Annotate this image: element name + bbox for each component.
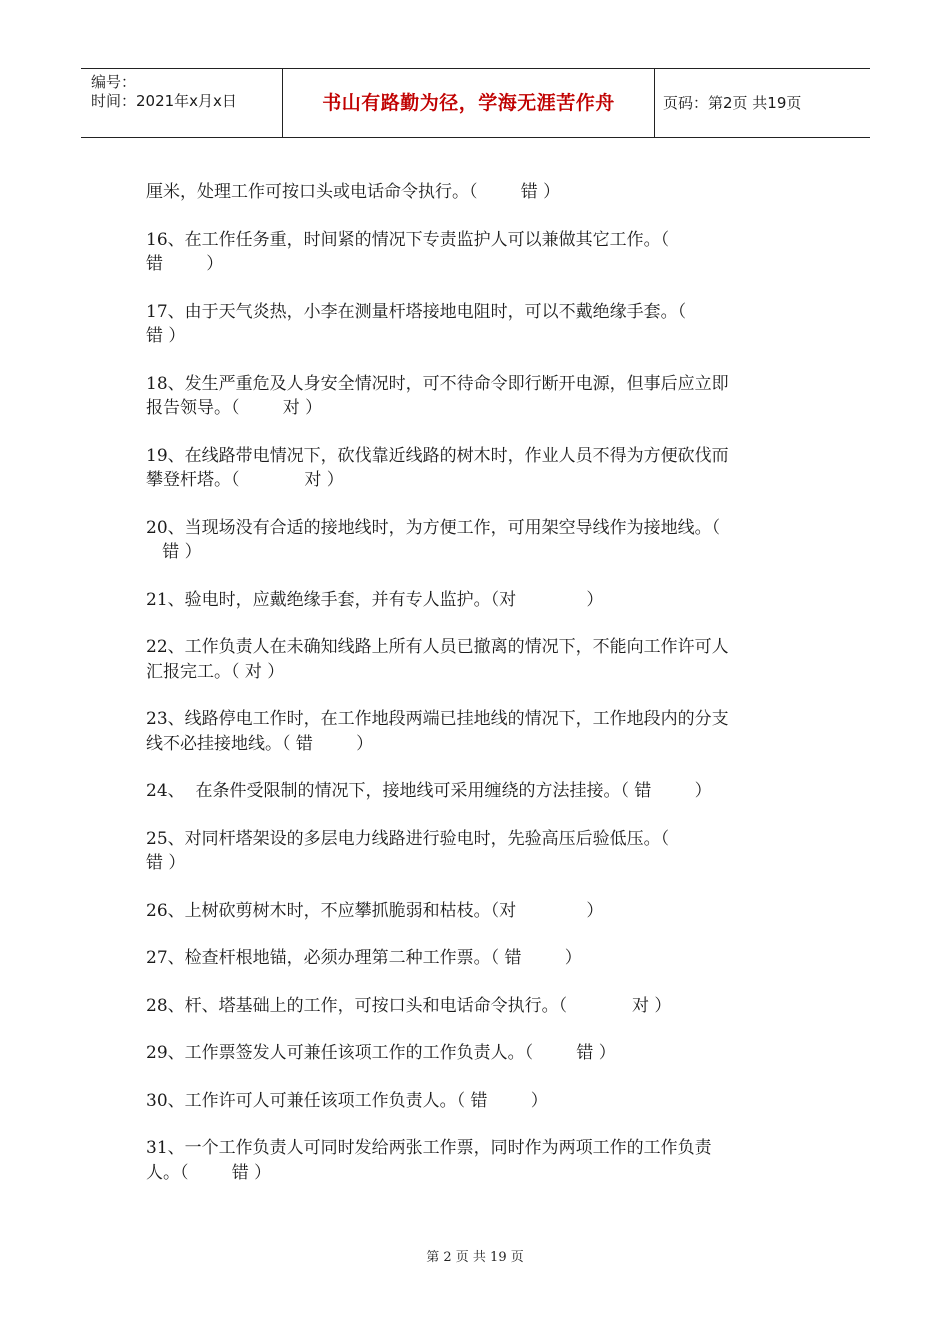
- question-item: 22、工作负责人在未确知线路上所有人员已撤离的情况下，不能向工作许可人 汇报完工。（ 对 ）: [146, 637, 729, 682]
- question-item: 17、由于天气炎热，小李在测量杆塔接地电阻时，可以不戴绝缘手套。（ 错 ）: [146, 301, 687, 346]
- page-header: [81, 68, 870, 138]
- question-item: 21、验电时，应戴绝缘手套，并有专人监护。（对 ）: [146, 589, 604, 610]
- question-item: 28、杆、塔基础上的工作，可按口头和电话命令执行。（ 对 ）: [146, 995, 672, 1016]
- document-time-label: 时间：2021年x月x日: [91, 92, 237, 110]
- question-item: 31、一个工作负责人可同时发给两张工作票，同时作为两项工作的工作负责 人。（ 错 ）: [146, 1138, 712, 1183]
- question-item: 29、工作票签发人可兼任该项工作的工作负责人。（ 错 ）: [146, 1043, 616, 1063]
- question-item: 19、在线路带电情况下，砍伐靠近线路的树木时，作业人员不得为方便砍伐而 攀登杆塔。（ 对 ）: [146, 445, 729, 490]
- document-number-label: 编号：: [91, 73, 137, 91]
- header-page-info: 页码：第2页 共19页: [663, 94, 802, 112]
- page-footer: 第 2 页 共 19 页: [426, 1250, 524, 1265]
- question-item: 30、工作许可人可兼任该项工作负责人。（ 错 ）: [146, 1090, 548, 1111]
- question-list: [146, 180, 806, 1208]
- question-item: 23、线路停电工作时，在工作地段两端已挂地线的情况下，工作地段内的分支 线不必挂接地线。（ 错 ）: [146, 709, 729, 754]
- header-motto: 书山有路勤为径，学海无涯苦作舟: [283, 69, 655, 137]
- question-item: 25、对同杆塔架设的多层电力线路进行验电时，先验高压后验低压。（ 错 ）: [146, 828, 670, 873]
- question-item: 16、在工作任务重，时间紧的情况下专责监护人可以兼做其它工作。（ 错 ）: [146, 229, 670, 274]
- question-item: 18、发生严重危及人身安全情况时，可不待命令即行断开电源，但事后应立即 报告领导。（ 对 ）: [146, 373, 729, 418]
- header-meta-cell: [81, 69, 283, 137]
- question-item: 24、 在条件受限制的情况下，接地线可采用缠绕的方法挂接。（ 错 ）: [146, 781, 712, 801]
- question-item: 20、当现场没有合适的接地线时，为方便工作，可用架空导线作为接地线。（ 错 ）: [146, 517, 721, 562]
- question-item: 26、上树砍剪树木时，不应攀抓脆弱和枯枝。（对 ）: [146, 900, 604, 921]
- question-item: 厘米，处理工作可按口头或电话命令执行。（ 错 ）: [146, 182, 561, 202]
- question-item: 27、检查杆根地锚，必须办理第二种工作票。（ 错 ）: [146, 948, 582, 968]
